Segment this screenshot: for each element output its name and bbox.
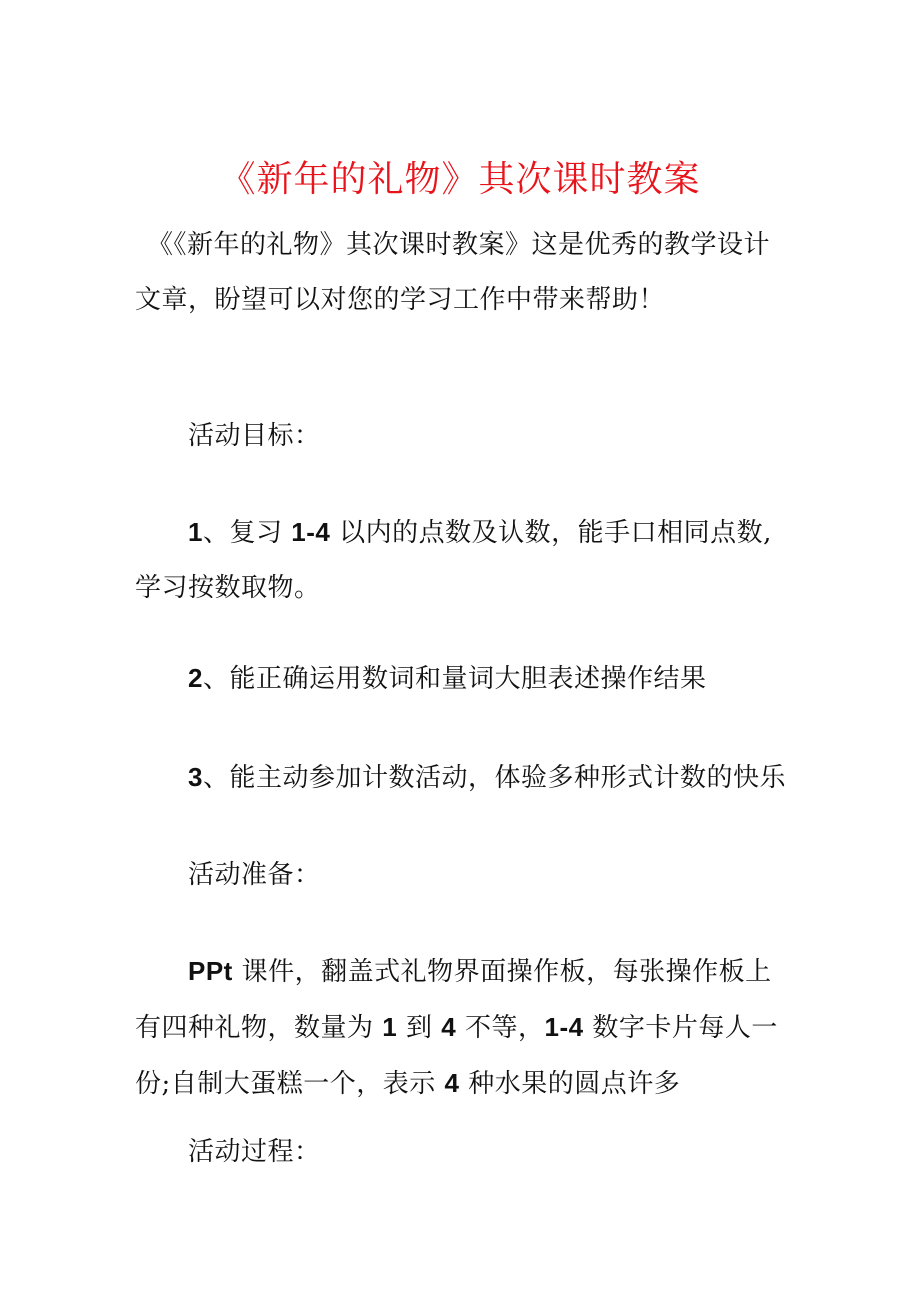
goal-number: 2 bbox=[188, 663, 203, 693]
process-heading: 活动过程： bbox=[188, 1137, 321, 1167]
goal-number: 1 bbox=[188, 517, 203, 547]
prep-num: 1-4 bbox=[544, 1012, 584, 1042]
goal-text: 、能主动参加计数活动，体验多种形式计数的快乐 bbox=[202, 763, 786, 793]
prep-text: 不等， bbox=[456, 1013, 545, 1043]
goal-number: 3 bbox=[188, 762, 203, 792]
document-title: 《新年的礼物》其次课时教案 bbox=[219, 159, 701, 200]
goal-item-3 bbox=[135, 750, 795, 806]
prep-text: 到 bbox=[397, 1013, 442, 1043]
goal-range: 1-4 bbox=[291, 517, 331, 547]
prep-text: 种水果的圆点许多 bbox=[459, 1069, 681, 1099]
prep-num: 4 bbox=[441, 1012, 457, 1042]
goals-heading: 活动目标： bbox=[188, 421, 321, 451]
goal-text: 、复习 bbox=[202, 518, 292, 548]
prep-paragraph bbox=[135, 944, 795, 1112]
goal-item-1 bbox=[135, 505, 795, 616]
prep-text: 课件，翻盖式礼物界面操作板，每张操作板上有四种礼物，数量为 bbox=[135, 957, 772, 1043]
prep-heading: 活动准备： bbox=[188, 860, 321, 890]
goal-item-2 bbox=[135, 651, 795, 707]
prep-num: 1 bbox=[382, 1012, 398, 1042]
intro-paragraph: 《《新年的礼物》其次课时教案》这是优秀的教学设计文章，盼望可以对您的学习工作中带来帮助！ bbox=[135, 230, 771, 315]
goal-text: 、能正确运用数词和量词大胆表述操作结果 bbox=[202, 664, 707, 694]
prep-num: 4 bbox=[444, 1068, 460, 1098]
goal-text: 以内的点数及认数，能手口相同点数,学习按数取物。 bbox=[135, 518, 772, 603]
prep-text: 数字卡片每人一份;自制大蛋糕一个，表示 bbox=[135, 1013, 778, 1099]
prep-num: PPt bbox=[188, 956, 233, 986]
